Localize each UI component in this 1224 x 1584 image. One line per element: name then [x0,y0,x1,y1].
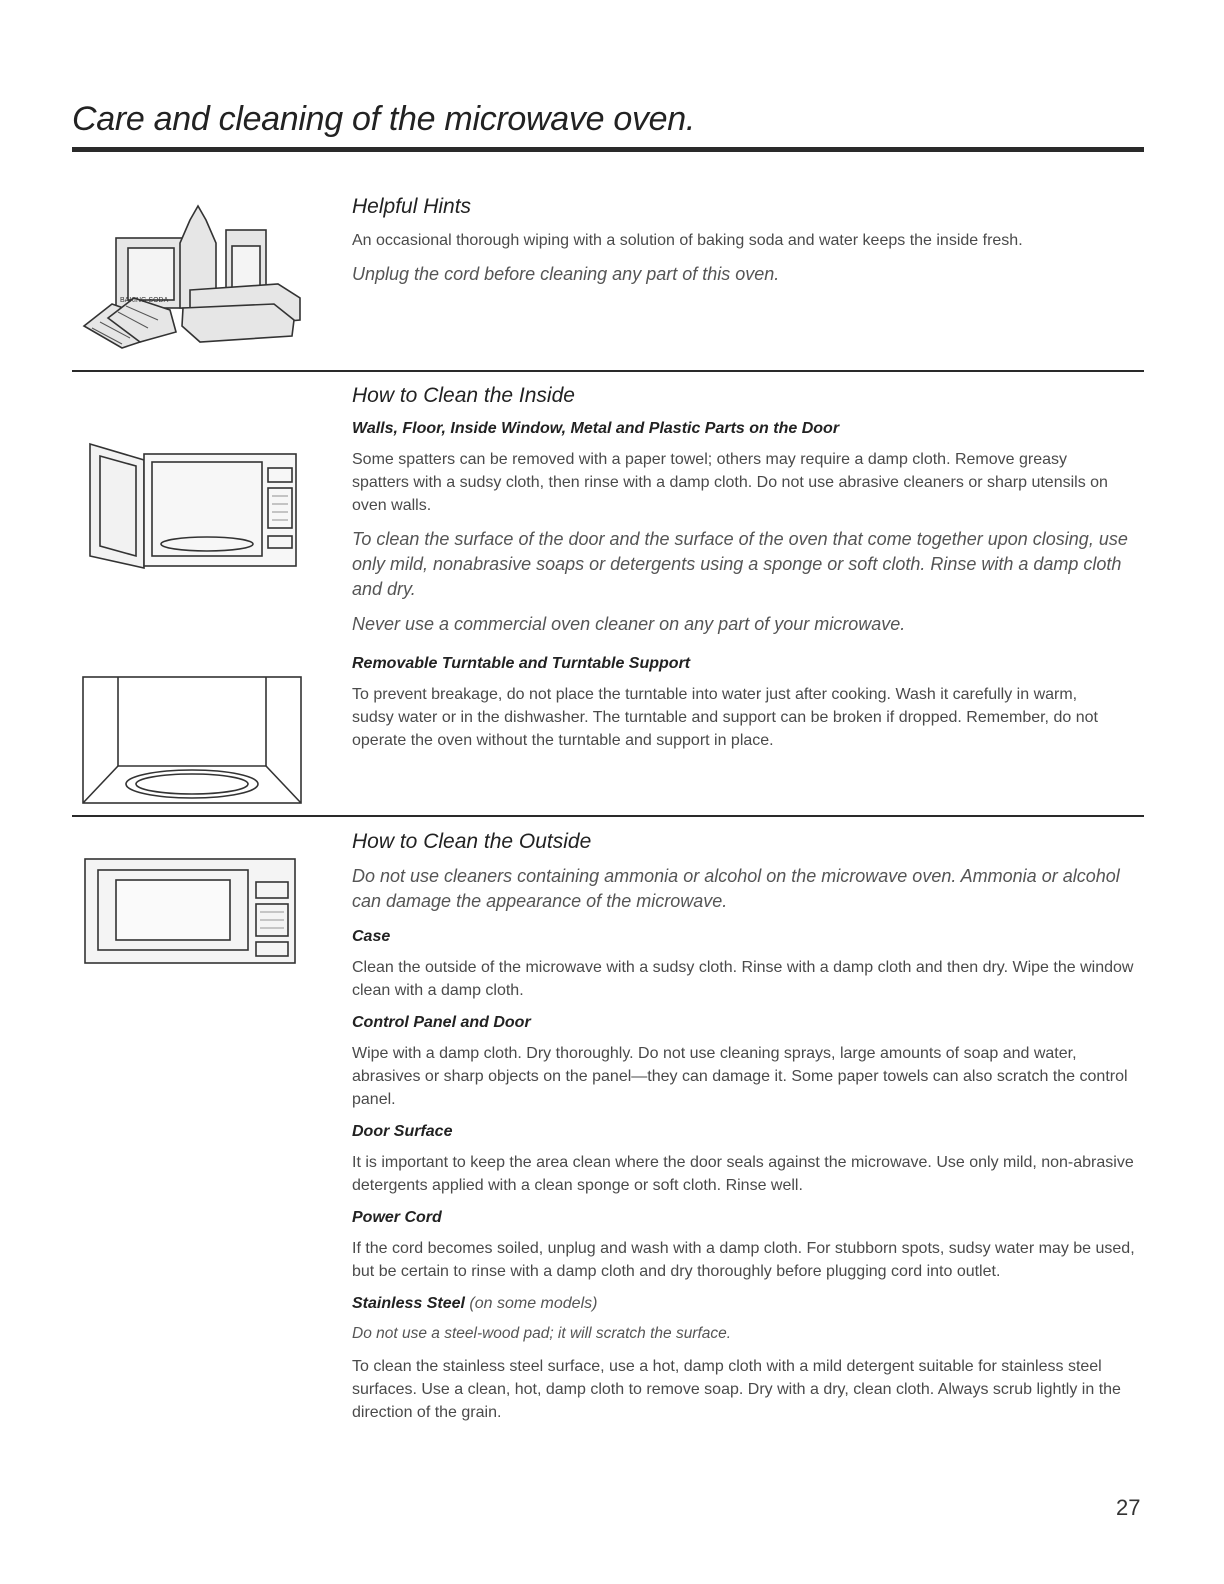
door-surface-heading: Door Surface [352,1123,453,1140]
steel-wool-warning: Do not use a steel-wood pad; it will scratch the surface. [352,1325,732,1342]
turntable-body: To prevent breakage, do not place the turntable into water just after cooking. Wash it carefully in warm, sudsy water or in the dishwasher. The turntable and support can be broken if dropped. Remember, do not operate the oven without the turntable and support in place. [352,686,1098,749]
control-panel-body: Wipe with a damp cloth. Dry thoroughly. Do not use cleaning sprays, large amounts of soap and water, abrasives or sharp objects on the panel—they can damage it. Some paper towels can also scratch the control panel. [352,1045,1128,1108]
title-rule [72,147,1144,152]
page-title: Care and cleaning of the microwave oven. [72,100,696,138]
turntable-illustration [82,676,302,804]
walls-heading: Walls, Floor, Inside Window, Metal and Plastic Parts on the Door [352,420,840,437]
stainless-steel-title: Stainless Steel [352,1295,465,1312]
stainless-steel-qualifier: (on some models) [469,1295,598,1312]
inside-heading: How to Clean the Inside [352,384,575,407]
outside-heading: How to Clean the Outside [352,830,592,853]
ammonia-warning: Do not use cleaners containing ammonia or alcohol on the microwave oven. Ammonia or alcohol can damage the appearance of the microwave. [352,866,1120,911]
inside-section [352,384,1142,752]
door-surface-body: It is important to keep the area clean where the door seals against the microwave. Use only mild, non-abrasive detergents applied with a clean sponge or soft cloth. Rinse well. [352,1154,1134,1194]
outside-section [352,830,1142,1424]
never-note: Never use a commercial oven cleaner on any part of your microwave. [352,614,906,634]
page-number: 27 [1116,1495,1141,1520]
turntable-heading: Removable Turntable and Turntable Support [352,655,691,672]
open-microwave-illustration [82,438,302,570]
unplug-warning: Unplug the cord before cleaning any part of this oven. [352,264,780,284]
case-heading: Case [352,928,391,945]
walls-body: Some spatters can be removed with a paper towel; others may require a damp cloth. Remove greasy spatters with a sudsy cloth, then rinse with a damp cloth. Do not use abrasive cleaners or sharp utensils on oven walls. [352,451,1108,514]
section-rule-outside [72,815,1144,817]
door-note: To clean the surface of the door and the surface of the oven that come together upon closing, use only mild, nonabrasive soaps or detergents using a sponge or soft cloth. Rinse with a damp cloth and dry. [352,529,1128,599]
cleaning-supplies-illustration [78,198,318,358]
power-cord-heading: Power Cord [352,1209,442,1226]
section-rule-inside [72,370,1144,372]
helpful-hints-heading: Helpful Hints [352,195,472,218]
stainless-steel-heading [352,1295,1142,1313]
helpful-hints-body: An occasional thorough wiping with a solution of baking soda and water keeps the inside fresh. [352,232,1023,249]
power-cord-body: If the cord becomes soiled, unplug and wash with a damp cloth. For stubborn spots, sudsy water may be used, but be certain to rinse with a damp cloth and dry thoroughly before plugging cord into outlet. [352,1240,1135,1280]
baking-soda-label: BAKING SODA [120,297,169,304]
helpful-hints-section [352,195,1142,287]
closed-microwave-illustration [84,858,296,964]
control-panel-heading: Control Panel and Door [352,1014,531,1031]
stainless-steel-body: To clean the stainless steel surface, use a hot, damp cloth with a mild detergent suitable for stainless steel surfaces. Use a clean, hot, damp cloth to remove soap. Dry with a dry, clean cloth. Always scrub lightly in the direction of the grain. [352,1358,1121,1421]
case-body: Clean the outside of the microwave with a sudsy cloth. Rinse with a damp cloth and then dry. Wipe the window clean with a damp cloth. [352,959,1134,999]
